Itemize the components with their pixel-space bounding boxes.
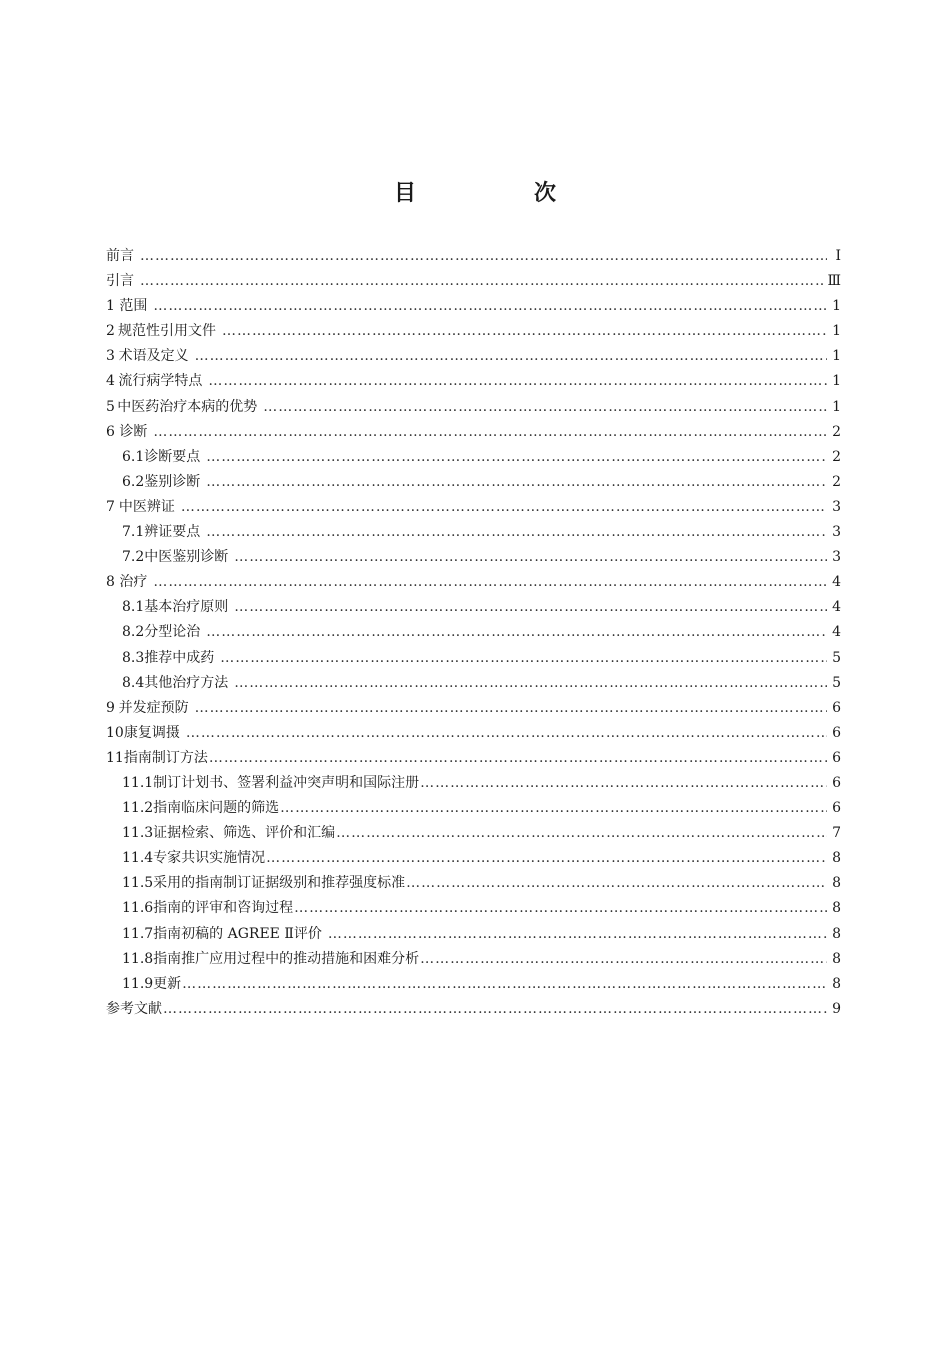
toc-leader-dots	[206, 445, 827, 470]
toc-entry[interactable]	[106, 570, 841, 595]
toc-leader-dots	[328, 922, 827, 947]
toc-entry[interactable]	[106, 746, 841, 771]
toc-entry[interactable]	[106, 821, 841, 846]
toc-entry-page: 1	[832, 298, 841, 315]
toc-entry[interactable]	[106, 620, 841, 645]
toc-leader-dots	[182, 972, 827, 997]
toc-entry-title: 范围	[119, 298, 148, 315]
toc-leader-dots	[206, 620, 827, 645]
toc-leader-dots	[195, 344, 827, 369]
toc-leader-dots	[280, 796, 827, 821]
toc-entry-title: 辨证要点	[144, 524, 201, 541]
toc-entry-page: 1	[832, 373, 841, 390]
toc-entry[interactable]	[106, 796, 841, 821]
toc-entry-title: 推荐中成药	[144, 649, 215, 666]
toc-entry-number: 2	[106, 323, 115, 340]
toc-leader-dots	[153, 420, 827, 445]
toc-entry-number: 6.1	[122, 448, 145, 465]
toc-entry[interactable]	[106, 420, 841, 445]
toc-entry-title: 指南初稿的 AGREE Ⅱ评价	[153, 925, 322, 942]
toc-entry-number: 11.1	[122, 774, 154, 791]
toc-entry-title: 并发症预防	[118, 699, 189, 716]
toc-entry[interactable]	[106, 696, 841, 721]
toc-entry-number: 10	[106, 724, 124, 741]
toc-entry-page: 7	[832, 825, 841, 842]
toc-entry-number: 7	[106, 498, 115, 515]
toc-entry-title: 参考文献	[106, 1000, 162, 1017]
toc-leader-dots	[406, 871, 827, 896]
toc-entry[interactable]	[106, 972, 841, 997]
toc-leader-dots	[153, 294, 827, 319]
toc-entry-title: 指南临床问题的筛选	[153, 800, 280, 817]
toc-entry-number: 8.2	[122, 624, 145, 641]
toc-leader-dots	[234, 595, 827, 620]
toc-entry-page: 2	[832, 473, 841, 490]
toc-entry-number: 5	[106, 398, 115, 415]
toc-entry[interactable]	[106, 545, 841, 570]
toc-leader-dots	[153, 570, 827, 595]
toc-entry-page: 3	[832, 524, 841, 541]
toc-entry[interactable]	[106, 595, 841, 620]
toc-entry-title: 流行病学特点	[118, 373, 203, 390]
toc-entry-number: 7.1	[122, 524, 145, 541]
toc-entry-number: 11.6	[122, 900, 154, 917]
toc-entry-page: 1	[832, 398, 841, 415]
toc-entry-page: 5	[832, 649, 841, 666]
toc-entry[interactable]	[106, 896, 841, 921]
toc-entry[interactable]	[106, 846, 841, 871]
toc-entry-number: 11.3	[122, 825, 154, 842]
toc-leader-dots	[208, 369, 827, 394]
toc-entry-number: 8.3	[122, 649, 145, 666]
toc-entry-page: 1	[832, 348, 841, 365]
toc-entry-title: 其他治疗方法	[144, 674, 229, 691]
toc-entry-title: 治疗	[119, 574, 148, 591]
toc-leader-dots	[220, 646, 827, 671]
toc-entry-number: 4	[106, 373, 115, 390]
page-title: 目 次	[393, 181, 604, 206]
toc-entry-page: 6	[832, 749, 841, 766]
toc-entry[interactable]	[106, 947, 841, 972]
toc-entry-number: 11.8	[122, 950, 154, 967]
toc-entry[interactable]	[106, 771, 841, 796]
toc-entry[interactable]	[106, 997, 841, 1022]
toc-entry-number: 11.7	[122, 925, 154, 942]
toc-entry[interactable]	[106, 671, 841, 696]
toc-leader-dots	[222, 319, 827, 344]
toc-entry-title: 采用的指南制订证据级别和推荐强度标准	[153, 875, 406, 892]
toc-entry-title: 引言	[106, 273, 134, 290]
toc-entry-page: 8	[832, 850, 841, 867]
toc-entry-title: 基本治疗原则	[144, 599, 229, 616]
toc-leader-dots	[234, 671, 827, 696]
toc-entry-page: 5	[832, 674, 841, 691]
toc-entry-page: 8	[832, 950, 841, 967]
toc-entry-title: 康复调摄	[123, 724, 180, 741]
toc-entry-title: 指南推广应用过程中的推动措施和困难分析	[153, 950, 420, 967]
toc-leader-dots	[140, 269, 823, 294]
toc-entry-title: 诊断要点	[144, 448, 201, 465]
toc-entry[interactable]	[106, 470, 841, 495]
toc-entry-title: 中医辨证	[118, 498, 175, 515]
toc-entry-title: 规范性引用文件	[118, 323, 217, 340]
toc-leader-dots	[336, 821, 827, 846]
toc-entry-title: 术语及定义	[118, 348, 189, 365]
toc-entry-title: 指南制订方法	[123, 749, 208, 766]
toc-entry-number: 11.9	[122, 975, 154, 992]
toc-entry-number: 11.2	[122, 800, 154, 817]
toc-entry[interactable]	[106, 646, 841, 671]
toc-entry-page: 8	[832, 975, 841, 992]
toc-entry-number: 1	[106, 298, 115, 315]
toc-leader-dots	[209, 746, 827, 771]
toc-entry-number: 11.5	[122, 875, 154, 892]
toc-entry-title: 专家共识实施情况	[153, 850, 266, 867]
toc-entry-page: 2	[832, 423, 841, 440]
toc-entry-page: Ⅰ	[835, 248, 841, 264]
toc-entry-title: 中医药治疗本病的优势	[117, 398, 258, 415]
toc-entry-title: 证据检索、筛选、评价和汇编	[153, 825, 336, 842]
toc-entry-title: 中医鉴别诊断	[144, 549, 229, 566]
toc-entry-page: 3	[832, 498, 841, 515]
toc-entry-page: 8	[832, 900, 841, 917]
toc-entry-page: Ⅲ	[827, 273, 841, 290]
toc-entry[interactable]	[106, 922, 841, 947]
toc-entry-page: 6	[832, 800, 841, 817]
toc-entry-number: 3	[106, 348, 115, 365]
toc-entry-page: 4	[832, 624, 841, 641]
toc-leader-dots	[163, 997, 827, 1022]
toc-leader-dots	[181, 495, 827, 520]
toc-entry-number: 11.4	[122, 850, 154, 867]
toc-leader-dots	[263, 395, 827, 420]
toc-entry-number: 9	[106, 699, 115, 716]
toc-entry[interactable]	[106, 871, 841, 896]
toc-entry-title: 诊断	[119, 423, 148, 440]
toc-entry-title: 指南的评审和咨询过程	[153, 900, 294, 917]
toc-leader-dots	[206, 470, 827, 495]
toc-entry-title: 前言	[106, 248, 134, 264]
toc-entry-number: 8.4	[122, 674, 145, 691]
toc-entry-number: 11	[106, 749, 124, 766]
toc-entry[interactable]	[106, 319, 841, 344]
toc-entry-page: 8	[832, 925, 841, 942]
toc-entry-page: 6	[832, 724, 841, 741]
toc-entry-page: 8	[832, 875, 841, 892]
toc-entry-number: 6	[106, 423, 115, 440]
toc-entry-page: 6	[832, 774, 841, 791]
toc-leader-dots	[420, 947, 827, 972]
toc-entry-number: 6.2	[122, 473, 145, 490]
toc-leader-dots	[140, 244, 827, 269]
toc-entry-page: 2	[832, 448, 841, 465]
toc-leader-dots	[266, 846, 827, 871]
toc-entry-title: 分型论治	[144, 624, 201, 641]
toc-leader-dots	[294, 896, 827, 921]
toc-entry-page: 6	[832, 699, 841, 716]
toc-leader-dots	[195, 696, 827, 721]
toc-leader-dots	[186, 721, 827, 746]
toc-entry-page: 1	[832, 323, 841, 340]
toc-entry[interactable]	[106, 445, 841, 470]
toc-entry-number: 8	[106, 574, 115, 591]
toc-entry[interactable]	[106, 269, 841, 294]
toc-entry[interactable]	[106, 520, 841, 545]
toc-leader-dots	[420, 771, 827, 796]
toc-entry-page: 4	[832, 599, 841, 616]
toc-entry[interactable]	[106, 244, 841, 269]
toc-leader-dots	[206, 520, 827, 545]
toc-entry[interactable]	[106, 294, 841, 319]
toc-entry-page: 9	[832, 1000, 841, 1017]
toc-entry[interactable]	[106, 369, 841, 394]
toc-entry-number: 7.2	[122, 549, 145, 566]
toc-entry-title: 更新	[153, 975, 182, 992]
toc-entry[interactable]	[106, 495, 841, 520]
toc-entry-title: 鉴别诊断	[144, 473, 201, 490]
toc-entry-number: 8.1	[122, 599, 145, 616]
toc-entry-title: 制订计划书、签署利益冲突声明和国际注册	[153, 774, 420, 791]
toc-entry-page: 4	[832, 574, 841, 591]
table-of-contents	[106, 244, 841, 1022]
toc-entry[interactable]	[106, 395, 841, 420]
toc-entry[interactable]	[106, 721, 841, 746]
toc-entry[interactable]	[106, 344, 841, 369]
toc-leader-dots	[234, 545, 827, 570]
toc-entry-page: 3	[832, 549, 841, 566]
